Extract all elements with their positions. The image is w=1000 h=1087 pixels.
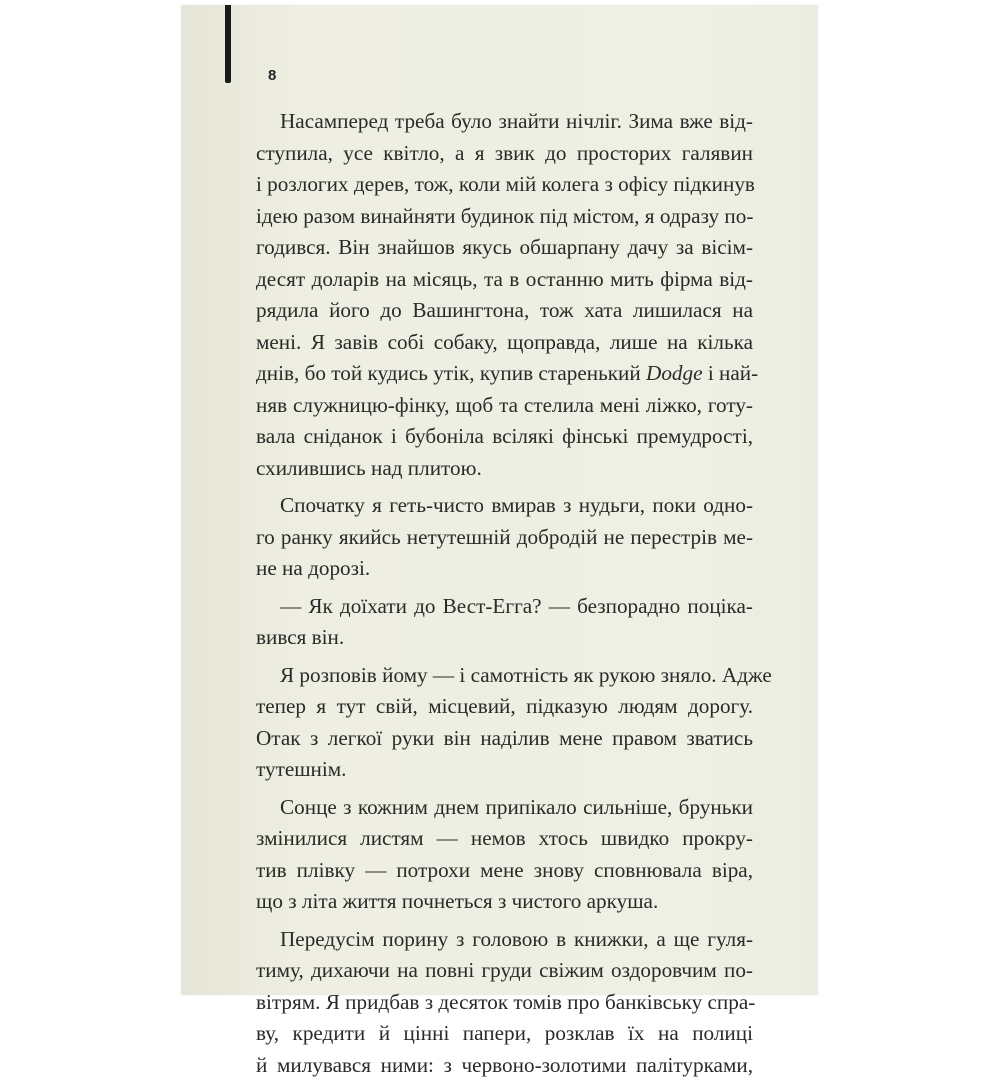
text-line: ідею разом винайняти будинок під містом, я одразу по- <box>256 203 754 228</box>
text-line: Отак з легкої руки він наділив мене правом зватись <box>256 725 753 750</box>
page-body-text <box>256 106 772 1087</box>
paragraph <box>256 106 759 484</box>
text-line <box>256 358 759 390</box>
paragraph <box>256 591 753 654</box>
text-line: схилившись над плитою. <box>256 455 482 480</box>
text-line: тутешнім. <box>256 757 347 781</box>
text-line: тиму, дихаючи на повні груди свіжим оздоровчим по- <box>256 958 753 982</box>
text-line: не на дорозі. <box>256 556 371 580</box>
text-line: годився. Він знайшов якусь обшарпану дачу за вісім- <box>256 235 753 259</box>
book-page <box>181 5 818 1077</box>
text-line: Передусім порину з головою в книжки, а ще гуля- <box>280 926 753 951</box>
text-line: го ранку якийсь нетутешній добродій не перестрів ме- <box>256 524 753 549</box>
text-line: змінилися листям — немов хтось швидко прокру- <box>256 826 753 850</box>
text-line: тепер я тут свій, місцевий, підказую людям дорогу. <box>256 694 753 718</box>
text-line: Насамперед треба було знайти нічліг. Зима вже від- <box>280 109 753 133</box>
paragraph <box>256 660 772 786</box>
paragraph <box>256 792 753 918</box>
text-line: десят доларів на місяць, та в останню мить фірма від- <box>256 266 753 291</box>
text-run: і най- <box>702 361 759 385</box>
text-line: — Як доїхати до Вест-Егга? — безпорадно поціка- <box>280 593 753 618</box>
text-line: вала сніданок і бубоніла всілякі фінські премудрості, <box>256 424 753 448</box>
text-line: що з літа життя почнеться з чистого аркуша. <box>256 889 659 913</box>
paragraph <box>256 490 753 585</box>
text-line: мені. Я завів собі собаку, щоправда, лише на кілька <box>256 329 753 354</box>
text-line: і розлогих дерев, тож, коли мій колега з офісу підкинув <box>256 172 755 196</box>
page-edge-mark <box>225 5 231 83</box>
text-run: днів, бо той кудись утік, купив старенький <box>256 361 647 385</box>
text-line: ступила, усе квітло, а я звик до просторих галявин <box>256 140 753 165</box>
text-line: вився він. <box>256 625 345 649</box>
text-line: Сонце з кожним днем припікало сильніше, бруньки <box>280 794 753 819</box>
text-line: Спочатку я геть-чисто вмирав з нудьги, поки одно- <box>280 493 753 517</box>
text-line: няв служницю-фінку, щоб та стелила мені ліжко, готу- <box>256 392 753 417</box>
text-line: ву, кредити й цінні папери, розклав їх на полиці <box>256 1021 753 1045</box>
paragraph <box>256 924 756 1082</box>
page-number: 8 <box>268 67 277 84</box>
text-line: й милувався ними: з червоно-золотими палітурками, <box>256 1052 753 1077</box>
text-line: Я розповів йому — і самотність як рукою зняло. Адже <box>280 662 772 687</box>
italic-run: Dodge <box>646 361 703 385</box>
text-line: тив плівку — потрохи мене знову сповнювала віра, <box>256 857 753 882</box>
text-line: рядила його до Вашингтона, тож хата лишилася на <box>256 298 753 322</box>
text-line: вітрям. Я придбав з десяток томів про банківську спра- <box>256 989 756 1014</box>
